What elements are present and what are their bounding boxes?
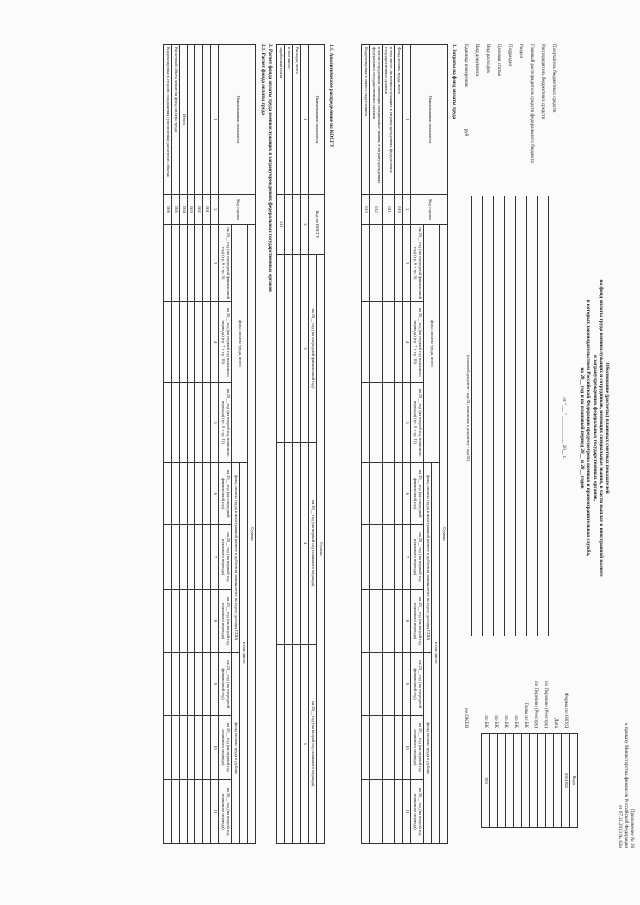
table-row: [203, 45, 211, 844]
title-line5: на 20__ год и на плановый период 20__ и 20__ годов: [579, 367, 586, 489]
label-distributor: Распорядитель бюджетных средств: [540, 44, 545, 120]
section11-title: 1.1. Аналитическое распределение по КОСГУ: [328, 44, 333, 148]
colnum: 10: [211, 715, 219, 779]
label-main-distributor: Главный распорядитель средств федерального бюджета: [529, 44, 534, 163]
table-row: [361, 45, 369, 844]
codes-label: по БК: [483, 715, 488, 728]
colnum: 3: [403, 225, 411, 302]
codes-label: Дата: [553, 718, 558, 728]
row-code: [293, 195, 301, 255]
colnum: 8: [211, 589, 219, 653]
row-code: 211: [277, 195, 285, 255]
codes-label: по ОКЕИ: [463, 707, 468, 728]
fot-rub-header: фонд оплаты труда в рублях: [424, 653, 432, 844]
table-row: [395, 45, 403, 844]
code-cell: [522, 734, 530, 828]
year-header: на 20__ год (на второй год планового периода) (гр. 8 + гр. 11): [219, 383, 232, 463]
colnum: 1: [403, 45, 411, 195]
col-name-header: Наименование показателя: [411, 45, 448, 195]
code-cell: [506, 734, 514, 828]
col-code-header: Код строки: [219, 195, 256, 225]
codes-label: по Перечню (Реестру): [543, 680, 548, 728]
doc-kind-hint: (основной документ - код 01; изменения к документу - код 02): [466, 355, 471, 461]
colnum: 2: [403, 195, 411, 225]
codes-label: Глава по БК: [523, 702, 528, 728]
colnum: 2: [301, 195, 309, 255]
row-code: 011: [382, 195, 395, 225]
row-name: Корректировка в сторону сокращения (увеличения) расчетного объема: [163, 45, 171, 195]
fot-total-header: фонд оплаты труда, всего: [424, 225, 440, 463]
year-header: на 20__ год (на первый год планового периода): [219, 715, 232, 779]
section1-table: [361, 44, 448, 844]
colnum: 6: [211, 463, 219, 525]
colnum: 4: [403, 302, 411, 383]
colnum: 1: [301, 45, 309, 195]
sums-header: Суммы: [317, 255, 325, 844]
year-header: на 20__ год (на очередной финансовый год) (гр. 6 + гр. 9): [411, 225, 424, 302]
code-cell: [530, 734, 538, 828]
codes-table: [481, 733, 578, 828]
code-cell: [554, 734, 562, 828]
code-cell: [490, 734, 498, 828]
section11-table: [276, 44, 325, 844]
codes-label: по БК: [513, 715, 518, 728]
code-okei: 383: [482, 734, 490, 828]
table-row: [277, 45, 285, 844]
colnum: 7: [211, 525, 219, 589]
code-cell: [546, 734, 554, 828]
appendix-line1: к приказу Министерства финансов Российской Федерации: [623, 723, 628, 848]
table-row: [285, 45, 293, 844]
table-row: [163, 45, 171, 844]
table-row: [171, 45, 179, 844]
codes-labels: [458, 618, 578, 728]
col-name-header: Наименование показателя: [219, 45, 256, 195]
year-header: на 20__ год (на второй год планового периода): [309, 644, 317, 843]
codes-header: Коды: [570, 734, 578, 828]
colnum: 8: [403, 589, 411, 653]
row-code: 005: [171, 195, 179, 225]
table-row: [382, 45, 395, 844]
year-header: на 20__ год (на очередной финансовый год) (гр. 6 + гр. 9): [219, 225, 232, 302]
colnum: 2: [211, 195, 219, 225]
year-header: на 20__ год (на очередной финансовый год): [309, 255, 317, 443]
sums-header: Суммы: [440, 225, 448, 844]
fot-foreign-header: фонд оплаты труда в иностранной валюте в рублевом эквиваленте по курсу доллара США: [424, 463, 432, 653]
label-subsection: Подраздел: [507, 44, 512, 67]
colnum: 4: [211, 302, 219, 383]
colnum: 5: [403, 383, 411, 463]
fot-rub-header: фонд оплаты труда в рублях: [232, 653, 240, 844]
codes-label: по Перечню (Реестру): [533, 680, 538, 728]
code-cell: [538, 734, 546, 828]
label-target-article: Целевая статья: [496, 44, 501, 76]
section2-table: [163, 44, 256, 844]
label-unit: Единица измерения:: [463, 44, 468, 88]
fill-line: [504, 196, 505, 636]
label-expense-kind: Вид расходов: [485, 44, 490, 73]
in-that-header: в том числе:: [240, 463, 248, 844]
section2-title: 2. Расчет фонда оплаты труда военнослужащих в загранучреждениях федеральных государственных органов: [267, 44, 272, 292]
col-code-header: Код строки: [411, 195, 448, 225]
row-code: 002: [195, 195, 203, 225]
row-name: [187, 45, 195, 195]
date-line: от "___" ___________ 20__ г.: [561, 397, 566, 459]
year-header: на 20__ год (на очередной финансовый год): [219, 653, 232, 715]
row-code: 003: [187, 195, 195, 225]
year-header: на 20__ год (на первый год планового периода): [411, 715, 424, 779]
row-name: Корректировка в связи с округлением: [361, 45, 369, 195]
left-labels: [457, 44, 556, 194]
section1-title: 1. Затраты на фонд оплаты труда: [451, 44, 456, 120]
codes-label: по БК: [493, 715, 498, 728]
row-name: заработная плата: [277, 45, 285, 195]
form-title: [579, 148, 610, 708]
fot-foreign-header: фонд оплаты труда в иностранной валюте в рублевом эквиваленте по курсу доллара США: [232, 463, 240, 653]
colnum: 3: [211, 225, 219, 302]
label-doc-kind: Вид документа: [474, 44, 479, 77]
row-code: 006: [163, 195, 171, 225]
row-name: Расчетный объем затрат на фонд оплаты труда: [171, 45, 179, 195]
code-cell: [514, 734, 522, 828]
title-line1: Обоснование (расчеты) плановых сметных показателей: [604, 362, 610, 494]
year-header: на 20__ год (на второй год планового периода): [411, 589, 424, 653]
table-row: [179, 45, 187, 844]
table-row: [369, 45, 382, 844]
in-that-header: в том числе:: [432, 463, 440, 844]
row-code: 013: [361, 195, 369, 225]
colnum: 11: [403, 780, 411, 844]
year-header: на 20__ год (на второй год планового периода): [219, 589, 232, 653]
fill-line: [515, 196, 516, 636]
title-line4: в которых законодательством Российской Федерации предусмотрена военная и правоохранительная служба,: [585, 299, 592, 557]
codes-label: Форма по ОКУД: [563, 692, 568, 728]
fill-line: [526, 196, 527, 636]
table-row: [187, 45, 195, 844]
table-row: [293, 45, 301, 844]
year-header: на 20__ год (на очередной финансовый год): [411, 463, 424, 525]
fot-total-header: фонд оплаты труда, всего: [232, 225, 248, 463]
colnum: 6: [403, 463, 411, 525]
row-name: [195, 45, 203, 195]
year-header: на 20__ год (на второй год планового периода) (гр. 8 + гр. 11): [411, 383, 424, 463]
row-code: 001: [203, 195, 211, 225]
colnum: 3: [301, 255, 309, 443]
year-header: на 20__ год (на очередной финансовый год): [411, 653, 424, 715]
row-name-total: Итого: [179, 45, 187, 195]
year-header: на 20__ год (на первый год планового периода) (гр. 7 + гр. 10): [219, 302, 232, 383]
year-header: на 20__ год (на первый год планового периода) (гр. 7 + гр. 10): [411, 302, 424, 383]
col-code-header: Код по КОСГУ: [309, 195, 325, 255]
colnum: 11: [211, 780, 219, 844]
codes-label: [468, 618, 478, 728]
table-row: [195, 45, 203, 844]
colnum: 9: [403, 653, 411, 715]
colnum: 9: [211, 653, 219, 715]
row-name: в том числе:: [285, 45, 293, 195]
year-header: на 20__ год (на очередной финансовый год): [219, 463, 232, 525]
colnum: 5: [211, 383, 219, 463]
section21-title: 2.1. Расчет фонда оплаты труда: [260, 44, 265, 115]
colnum: 1: [211, 45, 219, 195]
row-name: в том числе: на военнослужащих в загранучреждениях федеральных государственных органов: [382, 45, 395, 195]
rotated-form-sheet: [108, 18, 638, 888]
colnum: 5: [301, 644, 309, 843]
row-name: в части сотрудников, имеющих специальные звания, в загранучреждениях федеральных государственных органов: [369, 45, 382, 195]
sums-header: Суммы: [248, 225, 256, 844]
row-code: 004: [179, 195, 187, 225]
year-header: на 20__ год (на второй год планового периода): [219, 780, 232, 844]
col-name-header: Наименование показателя: [309, 45, 325, 195]
year-header: на 20__ год (на первый год планового периода): [309, 442, 317, 644]
year-header: на 20__ год (на первый год планового периода): [411, 525, 424, 589]
row-name: [203, 45, 211, 195]
row-code: 012: [369, 195, 382, 225]
appendix-line2: от 07.11.2013 № 63н: [617, 804, 622, 848]
appendix-block: [616, 608, 634, 848]
row-code: [285, 195, 293, 255]
fill-line: [548, 196, 549, 636]
row-name: Расходы, всего: [293, 45, 301, 195]
title-line3: в загранучреждениях федеральных государственных органов,: [591, 355, 598, 501]
year-header: на 20__ год (на второй год планового периода): [411, 780, 424, 844]
fill-line: [482, 196, 483, 636]
title-line2: на фонд оплаты труда военнослужащих и сотрудников, имеющих специальные звания, в части выплат в иностранной валюте: [597, 279, 604, 577]
codes-label: по БК: [503, 715, 508, 728]
fill-line: [537, 196, 538, 636]
colnum: 7: [403, 525, 411, 589]
row-name: Фонд оплаты труда, всего: [395, 45, 403, 195]
colnum: 10: [403, 715, 411, 779]
fill-line: [471, 196, 472, 636]
row-code: 010: [395, 195, 403, 225]
code-okud: 0501825: [562, 734, 570, 828]
year-header: на 20__ год (на первый год планового периода): [219, 525, 232, 589]
colnum: 4: [301, 442, 309, 644]
fill-line: [493, 196, 494, 636]
label-recipient: Получатель бюджетных средств: [551, 44, 556, 113]
code-cell: [498, 734, 506, 828]
appendix-title: Приложение № 16: [629, 808, 634, 848]
unit-value: руб: [463, 128, 468, 137]
label-section: Раздел: [518, 44, 523, 59]
